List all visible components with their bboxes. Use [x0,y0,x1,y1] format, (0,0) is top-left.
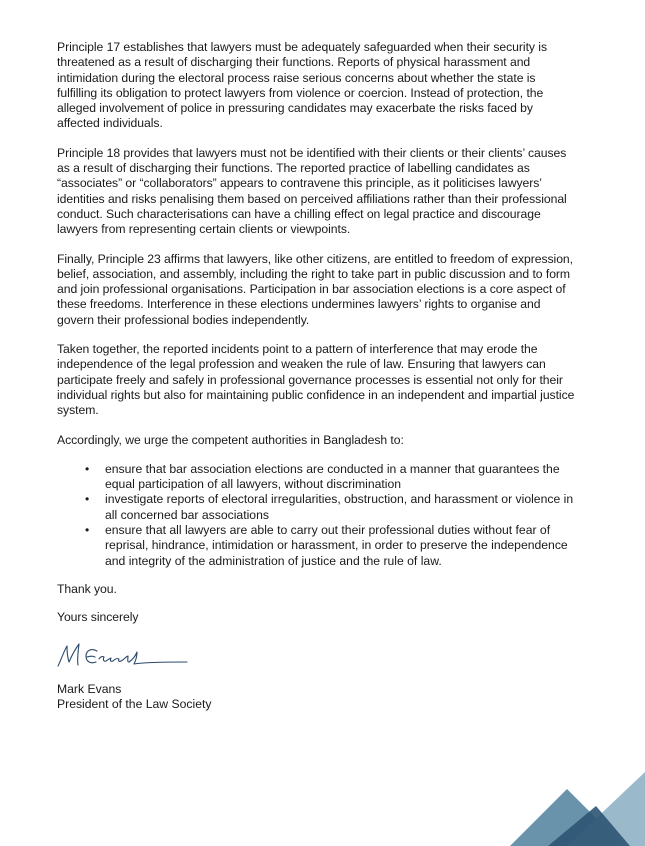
bullet-icon: • [85,523,90,538]
paragraph-conclusion: Taken together, the reported incidents point to a pattern of interference that may erode the independence of the legal profession and weaken the rule of law. Ensuring that lawyers can participate freely and safely in professional governance processes is essential not only for their individual rights but also for maintaining public confidence in an independent and impartial justice system. [57,342,575,418]
letter-body [57,40,577,712]
bullet-icon: • [85,461,90,476]
signatory-title: President of the Law Society [57,696,212,711]
list-item [57,492,577,523]
paragraph-principle-18: Principle 18 provides that lawyers must not be identified with their clients or their clients’ causes as a result of discharging their functions. The reported practice of labelling candidates as “associates” or “collaborators” appears to contravene this principle, as it politicises lawyers’ identities and risks penalising them based on perceived affiliations rather than their professional conduct. Such characterisations can have a chilling effect on legal practice and discourage lawyers from representing certain clients or viewpoints. [57,145,567,237]
paragraph-urge: Accordingly, we urge the competent authorities in Bangladesh to: [57,432,404,447]
list-item-text: investigate reports of electoral irregularities, obstruction, and harassment or violence in all concerned bar associations [105,492,574,522]
list-item-text: ensure that all lawyers are able to carry out their professional duties without fear of reprisal, hindrance, intimidation or harassment, in order to preserve the independence and integrity of the administration of justice and the rule of law. [105,523,568,568]
signature-icon [55,640,190,672]
signatory-name: Mark Evans [57,681,122,696]
corner-decoration-icon [510,766,645,846]
bullet-icon: • [85,492,90,507]
list-item [57,462,577,493]
paragraph-principle-23: Finally, Principle 23 affirms that lawyers, like other citizens, are entitled to freedom of expression, belief, association, and assembly, including the right to take part in public discussion and to form and join professional organisations. Participation in bar association elections is a core aspect of these freedoms. Interference in these elections undermines lawyers’ rights to organise and govern their professional bodies independently. [57,251,573,327]
list-item-text: ensure that bar association elections are conducted in a manner that guarantees the equal participation of all lawyers, without discrimination [105,461,560,492]
list-item [57,523,577,569]
closing-line: Yours sincerely [57,610,139,625]
recommendation-list [57,462,577,569]
thanks-line: Thank you. [57,581,117,596]
paragraph-principle-17: Principle 17 establishes that lawyers must be adequately safeguarded when their security is threatened as a result of discharging their functions. Reports of physical harassment and intimidation during the electoral process raise serious concerns about whether the state is fulfilling its obligation to protect lawyers from violence or coercion. Instead of protection, the alleged involvement of police in pressuring candidates may exacerbate the risks faced by affected individuals. [57,40,547,131]
